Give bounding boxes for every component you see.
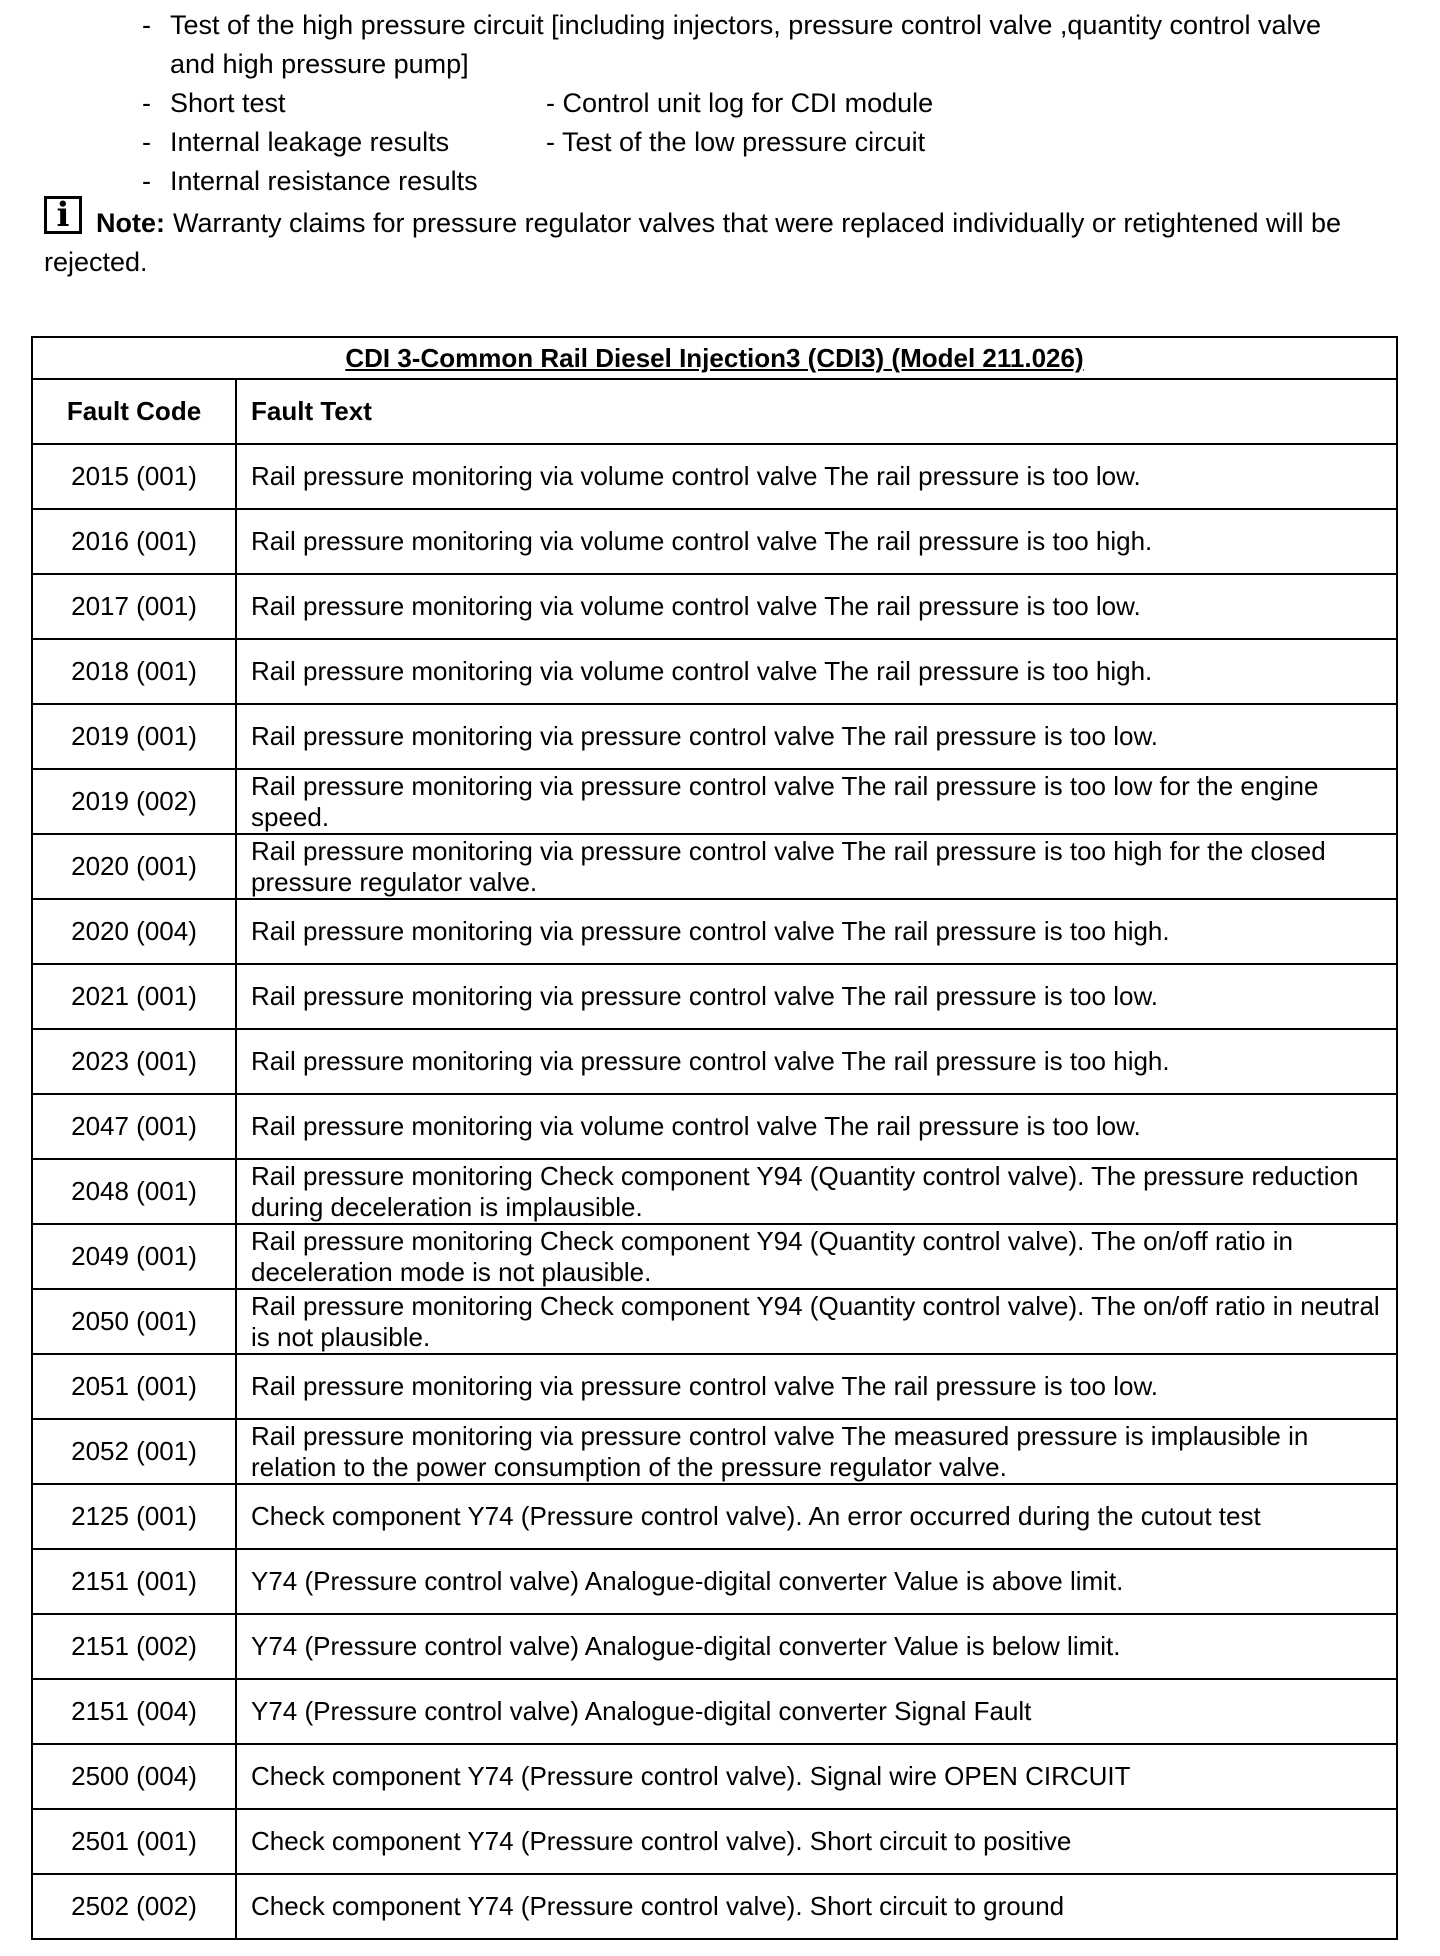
list-dash: - [142, 10, 151, 40]
fault-text-cell: Y74 (Pressure control valve) Analogue-digital converter Signal Fault [236, 1679, 1397, 1744]
fault-text-cell: Rail pressure monitoring via pressure control valve The rail pressure is too low. [236, 1354, 1397, 1419]
list-item [142, 162, 1321, 201]
fault-text-cell: Rail pressure monitoring via pressure control valve The rail pressure is too high for the closed pressure regulator valve. [236, 834, 1397, 899]
list-item [142, 84, 1321, 123]
fault-code-cell: 2019 (001) [32, 704, 236, 769]
fault-code-cell: 2019 (002) [32, 769, 236, 834]
fault-code-cell: 2500 (004) [32, 1744, 236, 1809]
list-item-text: Internal resistance results [170, 166, 478, 196]
list-dash: - [142, 166, 151, 196]
table-row [32, 1289, 1397, 1354]
fault-text-cell: Check component Y74 (Pressure control valve). Signal wire OPEN CIRCUIT [236, 1744, 1397, 1809]
table-title [32, 337, 1397, 379]
fault-code-cell: 2151 (004) [32, 1679, 236, 1744]
fault-text-cell: Rail pressure monitoring via volume control valve The rail pressure is too high. [236, 509, 1397, 574]
fault-code-cell: 2023 (001) [32, 1029, 236, 1094]
fault-code-cell: 2050 (001) [32, 1289, 236, 1354]
table-row [32, 1614, 1397, 1679]
table-row [32, 1159, 1397, 1224]
fault-code-cell: 2016 (001) [32, 509, 236, 574]
fault-text-cell: Check component Y74 (Pressure control valve). Short circuit to ground [236, 1874, 1397, 1939]
fault-text-cell: Rail pressure monitoring via pressure control valve The rail pressure is too high. [236, 899, 1397, 964]
fault-code-cell: 2501 (001) [32, 1809, 236, 1874]
table-row [32, 444, 1397, 509]
table-row [32, 964, 1397, 1029]
list-item [142, 6, 1321, 45]
table-body [32, 444, 1397, 1939]
table-row [32, 1094, 1397, 1159]
table-row [32, 574, 1397, 639]
fault-text-cell: Rail pressure monitoring via volume control valve The rail pressure is too low. [236, 574, 1397, 639]
fault-code-cell: 2021 (001) [32, 964, 236, 1029]
fault-text-cell: Rail pressure monitoring via volume control valve The rail pressure is too high. [236, 639, 1397, 704]
list-item-text: - Control unit log for CDI module [546, 88, 934, 118]
table-row [32, 1549, 1397, 1614]
fault-text-cell: Rail pressure monitoring via pressure control valve The rail pressure is too high. [236, 1029, 1397, 1094]
table-row [32, 1419, 1397, 1484]
fault-text-cell: Rail pressure monitoring via pressure control valve The rail pressure is too low. [236, 704, 1397, 769]
fault-code-cell: 2052 (001) [32, 1419, 236, 1484]
table-row [32, 1874, 1397, 1939]
fault-text-cell: Y74 (Pressure control valve) Analogue-digital converter Value is above limit. [236, 1549, 1397, 1614]
table-header-row [32, 379, 1397, 444]
fault-code-cell: 2020 (001) [32, 834, 236, 899]
fault-code-cell: 2125 (001) [32, 1484, 236, 1549]
fault-text-cell: Rail pressure monitoring Check component Y94 (Quantity control valve). The pressure reduction during deceleration is implausible. [236, 1159, 1397, 1224]
table-row [32, 509, 1397, 574]
fault-code-cell: 2020 (004) [32, 899, 236, 964]
fault-code-cell: 2502 (002) [32, 1874, 236, 1939]
column-header-fault-text: Fault Text [236, 379, 1397, 444]
fault-code-cell: 2017 (001) [32, 574, 236, 639]
info-icon: i [44, 196, 82, 234]
table-row [32, 1809, 1397, 1874]
column-header-fault-code: Fault Code [32, 379, 236, 444]
fault-text-cell: Check component Y74 (Pressure control valve). An error occurred during the cutout test [236, 1484, 1397, 1549]
fault-code-cell: 2151 (001) [32, 1549, 236, 1614]
note-text: Warranty claims for pressure regulator valves that were replaced individually or retightened will be rejected. [44, 208, 1342, 277]
list-dash: - [142, 127, 151, 157]
table-row [32, 1484, 1397, 1549]
fault-text-cell: Check component Y74 (Pressure control valve). Short circuit to positive [236, 1809, 1397, 1874]
fault-code-cell: 2018 (001) [32, 639, 236, 704]
fault-code-table [31, 336, 1398, 1940]
list-item-text: Test of the high pressure circuit [including injectors, pressure control valve ,quantity control valve [170, 10, 1322, 40]
table-row [32, 1744, 1397, 1809]
test-list [142, 6, 1321, 201]
fault-code-cell: 2051 (001) [32, 1354, 236, 1419]
fault-text-cell: Rail pressure monitoring via pressure control valve The rail pressure is too low. [236, 964, 1397, 1029]
list-item-continuation: and high pressure pump] [170, 49, 469, 79]
fault-code-cell: 2049 (001) [32, 1224, 236, 1289]
list-dash: - [142, 88, 151, 118]
table-row [32, 704, 1397, 769]
table-row [32, 1029, 1397, 1094]
list-item [142, 123, 1321, 162]
note-label: Note: [96, 208, 165, 238]
fault-text-cell: Rail pressure monitoring via pressure control valve The measured pressure is implausible in relation to the power consumption of the pressure regulator valve. [236, 1419, 1397, 1484]
table-row [32, 1354, 1397, 1419]
table-row [32, 1679, 1397, 1744]
table-row [32, 1224, 1397, 1289]
table-title-text: CDI 3-Common Rail Diesel Injection3 (CDI3) (Model 211.026) [345, 342, 1084, 373]
fault-text-cell: Rail pressure monitoring via volume control valve The rail pressure is too low. [236, 1094, 1397, 1159]
fault-text-cell: Y74 (Pressure control valve) Analogue-digital converter Value is below limit. [236, 1614, 1397, 1679]
fault-code-cell: 2015 (001) [32, 444, 236, 509]
table-row [32, 834, 1397, 899]
fault-code-cell: 2048 (001) [32, 1159, 236, 1224]
table-row [32, 639, 1397, 704]
fault-code-cell: 2151 (002) [32, 1614, 236, 1679]
table-title-row [32, 337, 1397, 379]
list-item-text: - Test of the low pressure circuit [546, 127, 926, 157]
fault-text-cell: Rail pressure monitoring via pressure control valve The rail pressure is too low for the engine speed. [236, 769, 1397, 834]
fault-text-cell: Rail pressure monitoring Check component Y94 (Quantity control valve). The on/off ratio in deceleration mode is not plausible. [236, 1224, 1397, 1289]
fault-text-cell: Rail pressure monitoring via volume control valve The rail pressure is too low. [236, 444, 1397, 509]
fault-code-cell: 2047 (001) [32, 1094, 236, 1159]
warranty-note [44, 195, 1394, 282]
list-item-text: Short test [170, 88, 286, 118]
list-item-text: Internal leakage results [170, 127, 450, 157]
table-row [32, 899, 1397, 964]
table-row [32, 769, 1397, 834]
fault-text-cell: Rail pressure monitoring Check component Y94 (Quantity control valve). The on/off ratio in neutral is not plausible. [236, 1289, 1397, 1354]
